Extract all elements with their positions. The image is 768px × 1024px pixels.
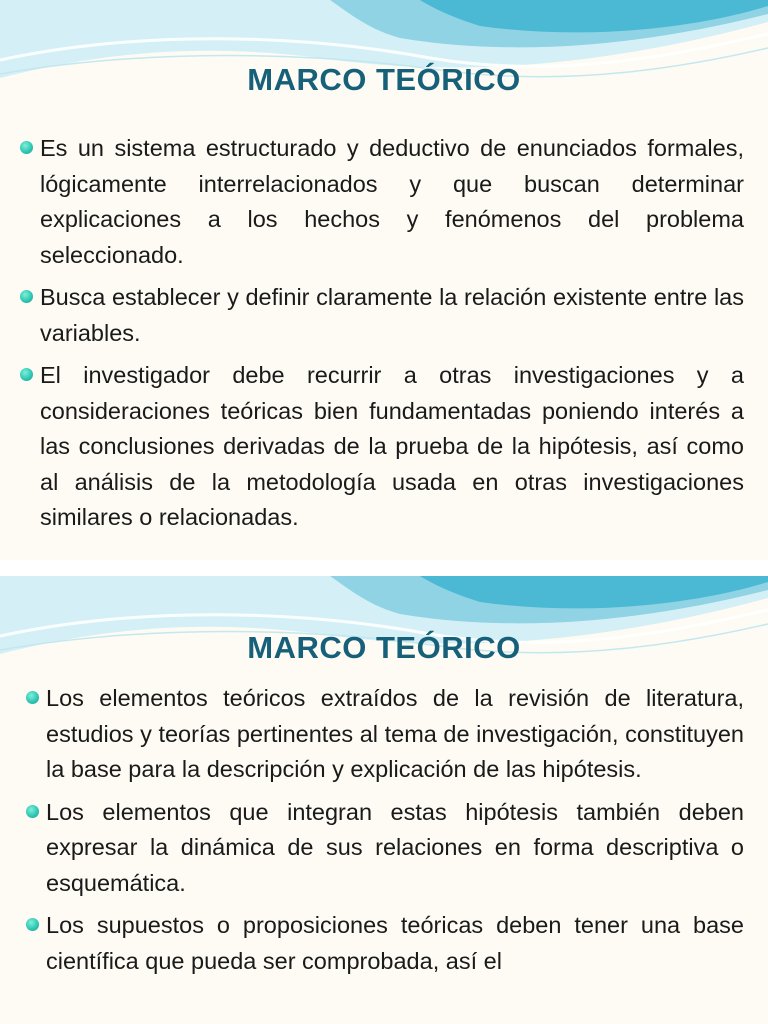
teal-round-bullet-icon xyxy=(20,141,33,154)
teal-round-bullet-icon xyxy=(26,805,39,818)
slide-2 xyxy=(0,576,768,1024)
bullet-list xyxy=(46,681,744,986)
bullet-item xyxy=(40,131,744,273)
teal-round-bullet-icon xyxy=(26,691,39,704)
bullet-text: Los supuestos o proposiciones teóricas deben tener una base científica que pueda ser comprobada, así el xyxy=(46,912,744,974)
bullet-text: El investigador debe recurrir a otras investigaciones y a consideraciones teóricas bien fundamentadas poniendo interés a las conclusiones derivadas de la prueba de la hipótesis, así como al análisis de la metodología usada en otras investigaciones similares o relacionadas. xyxy=(40,362,744,530)
teal-round-bullet-icon xyxy=(20,368,33,381)
bullet-text: Los elementos que integran estas hipótesis también deben expresar la dinámica de sus relaciones en forma descriptiva o esquemática. xyxy=(46,798,744,896)
bullet-list xyxy=(40,131,744,543)
slide-title: MARCO TEÓRICO xyxy=(247,62,521,97)
teal-round-bullet-icon xyxy=(20,290,33,303)
bullet-item xyxy=(40,358,744,536)
bullet-text: Es un sistema estructurado y deductivo de enunciados formales, lógicamente interrelacionados y que buscan determinar explicaciones a los hechos y fenómenos del problema seleccionado. xyxy=(40,135,744,268)
teal-round-bullet-icon xyxy=(26,918,39,931)
bullet-item xyxy=(46,908,744,979)
slide-title: MARCO TEÓRICO xyxy=(247,630,521,665)
bullet-item xyxy=(46,795,744,902)
bullet-item xyxy=(40,280,744,351)
bullet-text: Los elementos teóricos extraídos de la revisión de literatura, estudios y teorías pertinentes al tema de investigación, constituyen la base para la descripción y explicación de las hipótesis. xyxy=(46,685,744,782)
bullet-item xyxy=(46,681,744,788)
bullet-text: Busca establecer y definir claramente la relación existente entre las variables. xyxy=(40,284,744,346)
